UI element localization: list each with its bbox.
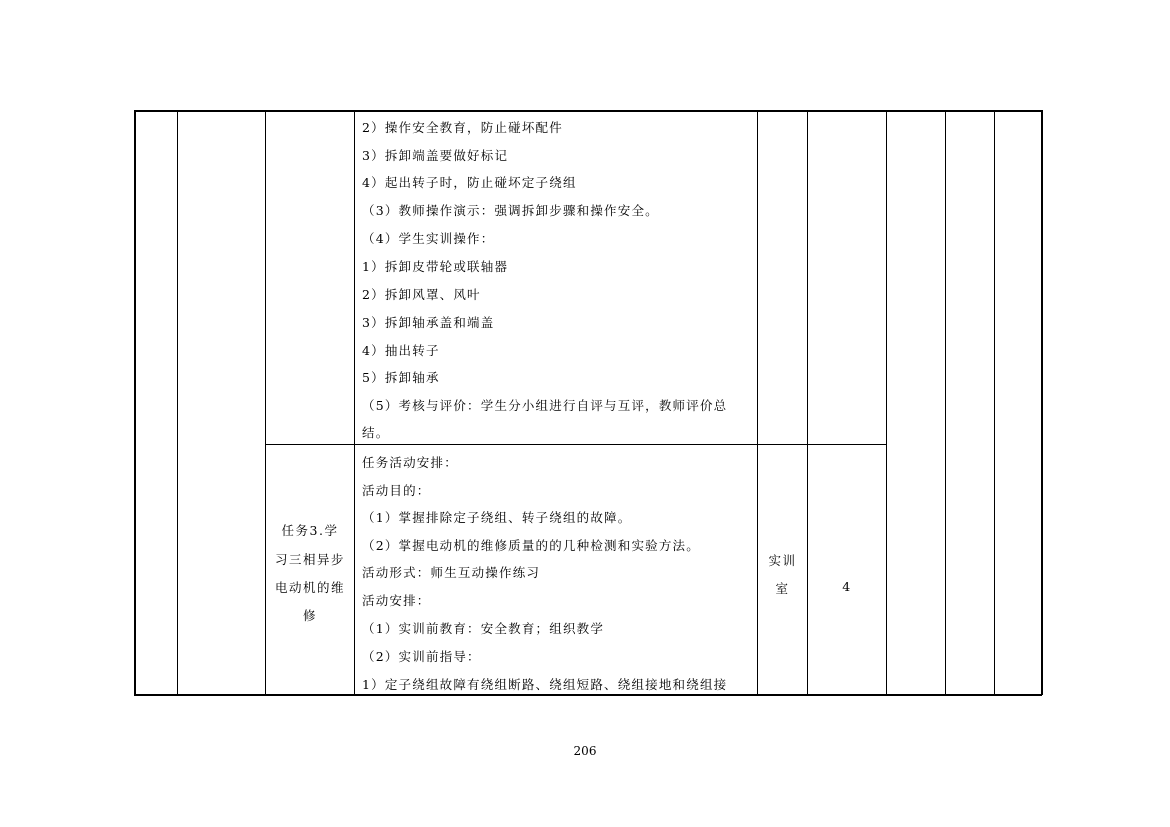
content-line: 3）拆卸端盖要做好标记 [362, 148, 509, 163]
hours-cell: 4 [842, 579, 852, 594]
task-name-line: 任务3.学 [281, 523, 339, 538]
content-line: 结。 [362, 425, 390, 440]
location-line: 实训 [768, 553, 797, 568]
table-bottom-border [134, 694, 1042, 696]
content-line: 2）拆卸风罩、风叶 [362, 287, 481, 302]
column-divider [807, 110, 808, 695]
page-number: 206 [573, 744, 597, 758]
table-left-border [134, 110, 136, 695]
row-divider [265, 444, 887, 445]
table-top-border [134, 110, 1042, 112]
content-line: 活动形式：师生互动操作练习 [362, 565, 541, 580]
content-line: 活动安排： [362, 593, 431, 608]
content-line: 1）拆卸皮带轮或联轴器 [362, 259, 509, 274]
content-line: （2）掌握电动机的维修质量的的几种检测和实验方法。 [362, 538, 700, 553]
content-line: 5）拆卸轴承 [362, 370, 440, 385]
task-name-line: 电动机的维 [274, 580, 345, 595]
content-line: 任务活动安排： [362, 455, 458, 470]
content-line: 4）抽出转子 [362, 343, 440, 358]
column-divider [994, 110, 995, 695]
column-divider [354, 110, 355, 695]
content-line: （5）考核与评价：学生分小组进行自评与互评，教师评价总 [362, 398, 728, 413]
column-divider [177, 110, 178, 695]
column-divider [886, 110, 887, 695]
content-line: （1）实训前教育：安全教育；组织教学 [362, 621, 605, 636]
location-line: 室 [775, 581, 790, 596]
content-line: （4）学生实训操作： [362, 231, 495, 246]
content-line: （3）教师操作演示：强调拆卸步骤和操作安全。 [362, 203, 659, 218]
task-name-line: 修 [302, 608, 317, 623]
content-line: （1）掌握排除定子绕组、转子绕组的故障。 [362, 510, 632, 525]
column-divider [757, 110, 758, 695]
column-divider [945, 110, 946, 695]
content-line: 活动目的： [362, 483, 431, 498]
table-right-border [1041, 110, 1043, 695]
task-name-line: 习三相异步 [274, 552, 345, 567]
content-line: 3）拆卸轴承盖和端盖 [362, 315, 495, 330]
content-line: 2）操作安全教育，防止碰坏配件 [362, 120, 563, 135]
content-line: 1）定子绕组故障有绕组断路、绕组短路、绕组接地和绕组接 [362, 677, 728, 692]
content-line: 4）起出转子时，防止碰坏定子绕组 [362, 175, 577, 190]
content-line: （2）实训前指导： [362, 649, 481, 664]
